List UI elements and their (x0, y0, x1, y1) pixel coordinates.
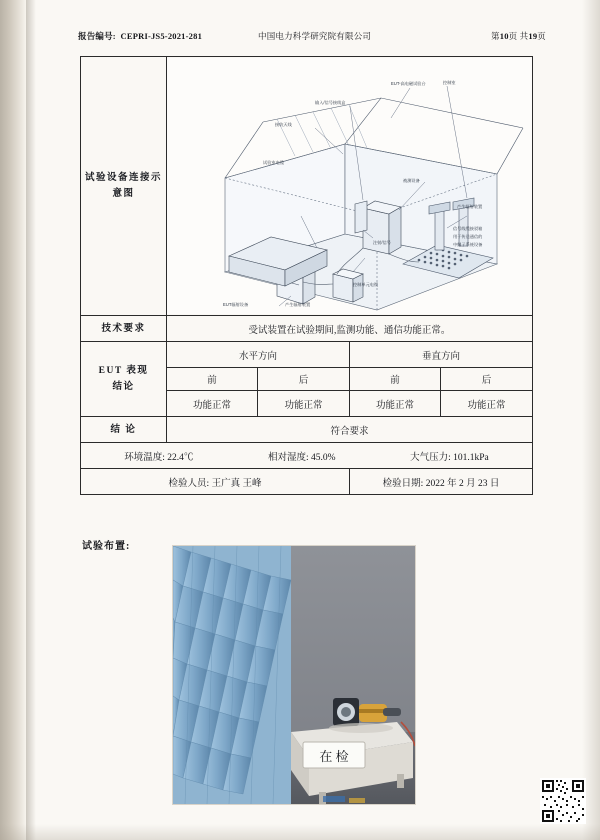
test-setup-diagram (167, 58, 532, 314)
layout-caption: 试验布置: (82, 541, 131, 552)
diagram-label: 控制单元电缆 (353, 282, 379, 287)
page-binding-edge (26, 0, 36, 840)
inspector-cell: 检验人员: 王广真 王峰 (81, 469, 350, 495)
page-indicator: 第10页 共19页 (491, 31, 546, 41)
diagram-row-label: 试验设备连接示意图 (81, 57, 167, 316)
main-results-table (80, 56, 533, 495)
page-right-shadow (582, 0, 600, 840)
conclusion-value: 符合要求 (167, 417, 533, 443)
diagram-label: EUT-高电磁试验台 (391, 81, 426, 86)
diagram-label: 控制室 (443, 80, 456, 85)
env-humidity: 相对湿度: 45.0% (267, 452, 336, 463)
table-row (81, 342, 533, 368)
test-layout-photo (172, 545, 416, 805)
env-temperature: 环境温度: 22.4℃ (124, 452, 194, 463)
diagram-cell (167, 57, 533, 316)
conclusion-label: 结 论 (81, 417, 167, 443)
subheader-cell: 前 (350, 368, 441, 391)
direction-vertical-header: 垂直方向 (350, 342, 533, 368)
table-row (81, 316, 533, 342)
eut-performance-label: EUT 表现 结论 (81, 342, 167, 417)
sign-text: 在 检 (319, 749, 349, 764)
organization-name: 中国电力科学研究院有限公司 (258, 31, 372, 41)
diagram-label: EUT辐射设备 (223, 302, 249, 307)
result-cell: 功能正常 (350, 391, 441, 417)
tech-requirement-value: 受试装置在试验期间,监测功能、通信功能正常。 (167, 316, 533, 342)
table-row (81, 57, 533, 316)
table-row (81, 443, 533, 469)
diagram-label: 接收天线 (275, 122, 292, 127)
qr-code (540, 778, 586, 824)
environment-cell (81, 443, 533, 469)
result-cell: 功能正常 (441, 391, 533, 417)
diagram-label: 输入/信号接线盒 (315, 100, 346, 105)
result-cell: 功能正常 (258, 391, 350, 417)
subheader-cell: 后 (441, 368, 533, 391)
result-cell: 功能正常 (167, 391, 258, 417)
subheader-cell: 后 (258, 368, 350, 391)
diagram-label: 产生辐射装置 (457, 204, 483, 209)
diagram-label: 信号线缆接驳箱 (453, 226, 483, 231)
page-bottom-shadow (0, 824, 600, 840)
subheader-cell: 前 (167, 368, 258, 391)
diagram-label: 中继子系统设备 (453, 242, 483, 247)
table-row (81, 469, 533, 495)
inspection-date-cell: 检验日期: 2022 年 2 月 23 日 (350, 469, 533, 495)
diagram-label: 试验室电缆 (263, 160, 284, 165)
env-pressure: 大气压力: 101.1kPa (410, 452, 489, 463)
tech-requirement-label: 技术要求 (81, 316, 167, 342)
diagram-label: 用于传送通信的 (453, 234, 483, 239)
diagram-label: 注射/信号 (373, 240, 391, 245)
diagram-label: 产生辐射装置 (285, 302, 311, 307)
direction-horizontal-header: 水平方向 (167, 342, 350, 368)
report-number: 报告编号: CEPRI-JS5-2021-281 (78, 31, 203, 41)
diagram-label: 被测设备 (403, 178, 420, 183)
page-binding-shadow (0, 0, 26, 840)
table-row (81, 417, 533, 443)
